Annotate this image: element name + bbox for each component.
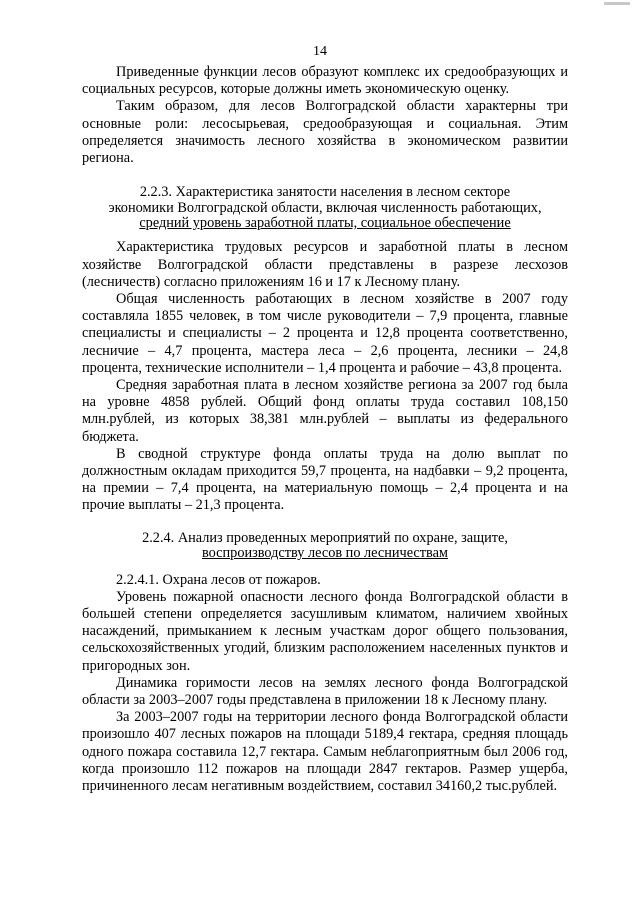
paragraph: Характеристика трудовых ресурсов и заработной платы в лесном хозяйстве Волгоградской области представлены в разрезе лесхозов (лесничеств) согласно приложениям 16 и 17 к Лесному плану.	[82, 239, 568, 290]
paragraph: Средняя заработная плата в лесном хозяйстве региона за 2007 год была на уровне 4858 рублей. Общий фонд оплаты труда составил 108,150 млн.рублей, из которых 38,381 млн.рублей – выплаты из федерального бюджета.	[82, 377, 568, 445]
paragraph: Приведенные функции лесов образуют комплекс их средообразующих и социальных ресурсов, которые должны иметь экономическую оценку.	[82, 64, 568, 98]
paragraph: Динамика горимости лесов на землях лесного фонда Волгоградской области за 2003–2007 годы представлена в приложении 18 к Лесному плану.	[82, 674, 568, 708]
paragraph: В сводной структуре фонда оплаты труда на долю выплат по должностным окладам приходится 59,7 процента, на надбавки – 9,2 процента, на премии – 7,4 процента, на материальную помощь – 2,4 процента и на прочие выплаты – 21,3 процента.	[82, 445, 568, 514]
scan-corner-mark	[604, 2, 630, 5]
heading-line: 2.2.3. Характеристика занятости населения в лесном секторе	[139, 184, 511, 201]
heading-line: средний уровень заработной платы, социальное обеспечение	[139, 215, 511, 232]
paragraph: Уровень пожарной опасности лесного фонда Волгоградской области в большей степени определяется засушливым климатом, наличием хвойных насаждений, примыканием к лесным участкам дорог общего пользования, сельскохозяйственных угодий, близким расположением населенных пунктов и пригородных зон.	[82, 588, 568, 674]
document-body	[82, 64, 568, 795]
subsection-heading: 2.2.4.1. Охрана лесов от пожаров.	[116, 571, 321, 588]
paragraph: Общая численность работающих в лесном хозяйстве в 2007 году составляла 1855 человек, в том числе руководители – 7,9 процента, главные специалисты и специалисты – 2 процента и 12,8 процента соответственно, лесничие – 4,7 процента, мастера леса – 2,6 процента, лесники – 24,8 процента, технические исполнители – 1,4 процента и рабочие – 43,8 процента.	[82, 291, 568, 376]
section-heading-2-2-4	[102, 531, 548, 562]
section-heading-2-2-3	[102, 185, 548, 231]
paragraph: За 2003–2007 годы на территории лесного фонда Волгоградской области произошло 407 лесных пожаров на площади 5189,4 гектара, средняя площадь одного пожара составила 12,7 гектара. Самым неблагоприятным был 2006 год, когда произошло 112 пожаров на площади 2847 гектаров. Размер ущерба, причиненного лесам негативным воздействием, составил 34160,2 тыс.рублей.	[82, 709, 568, 794]
heading-line: 2.2.4. Анализ проведенных мероприятий по охране, защите,	[142, 529, 508, 546]
heading-line: экономики Волгоградской области, включая численность работающих,	[108, 199, 542, 216]
paragraph: Таким образом, для лесов Волгоградской области характерны три основные роли: лесосырьевая, средообразующая и социальная. Этим определяется значимость лесного хозяйства в экономическом развитии региона.	[82, 98, 568, 167]
heading-line: воспроизводству лесов по лесничествам	[202, 545, 448, 562]
page-number: 14	[313, 44, 327, 59]
